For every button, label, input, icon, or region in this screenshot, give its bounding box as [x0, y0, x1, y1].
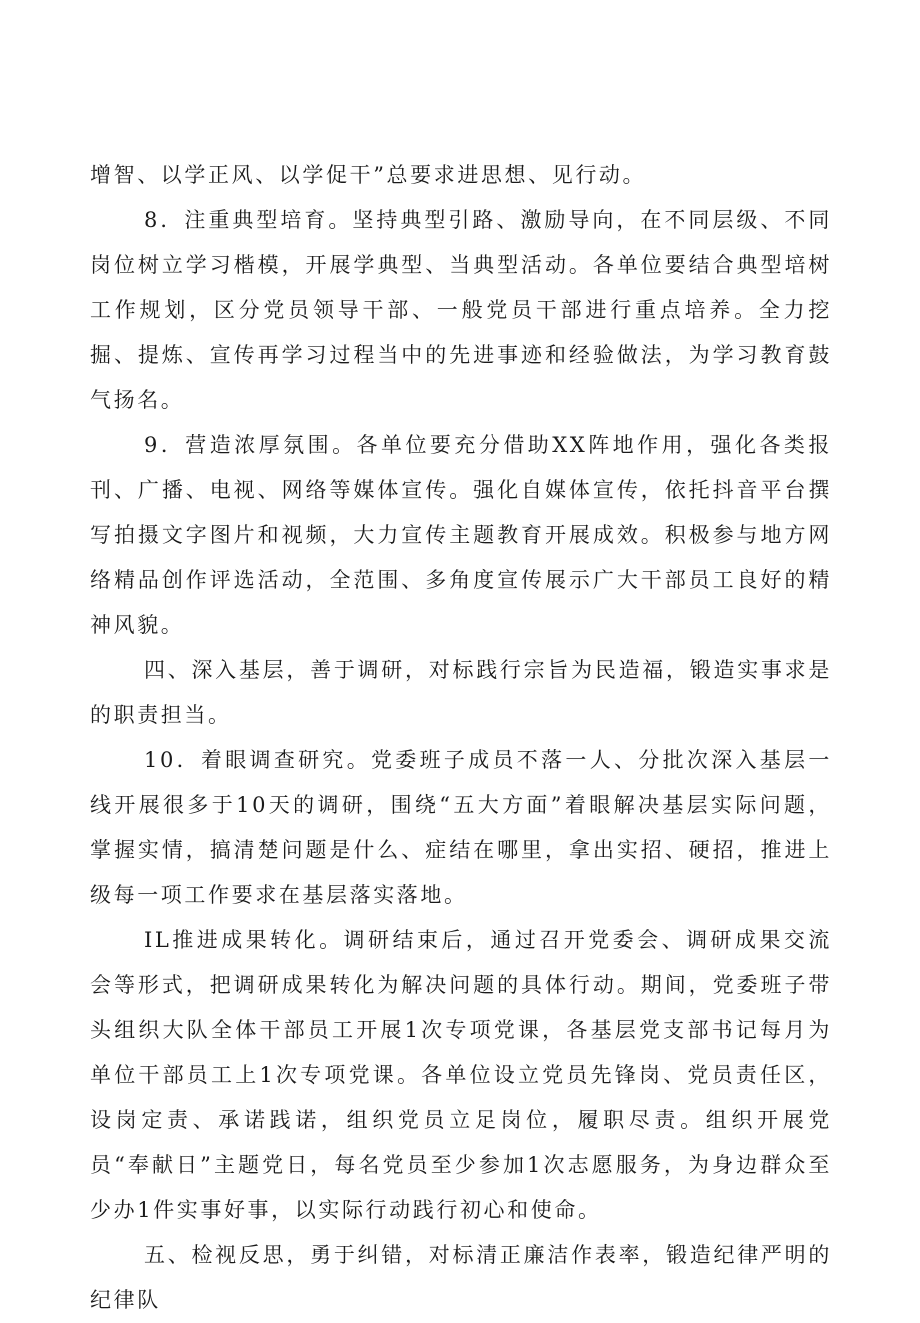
paragraph-item-10: 10．着眼调查研究。党委班子成员不落一人、分批次深入基层一线开展很多于10天的调研，围绕“五大方面”着眼解决基层实际问题，掌握实情，搞清楚问题是什么、症结在哪里，拿出实招、硬招，推进上级每一项工作要求在基层落实落地。 — [90, 748, 832, 907]
paragraph-item-9: 9．营造浓厚氛围。各单位要充分借助XX阵地作用，强化各类报刊、广播、电视、网络等媒体宣传。强化自媒体宣传，依托抖音平台撰写拍摄文字图片和视频，大力宣传主题教育开展成效。积极参与地方网络精品创作评选活动，全范围、多角度宣传展示广大干部员工良好的精神风貌。 — [90, 433, 832, 637]
paragraph-item-11: IL推进成果转化。调研结束后，通过召开党委会、调研成果交流会等形式，把调研成果转化为解决问题的具体行动。期间，党委班子带头组织大队全体干部员工开展1次专项党课，各基层党支部书记每月为单位干部员工上1次专项党课。各单位设立党员先锋岗、党员责任区，设岗定责、承诺践诺，组织党员立足岗位，履职尽责。组织开展党员“奉献日”主题党日，每名党员至少参加1次志愿服务，为身边群众至少办1件实事好事，以实际行动践行初心和使命。 — [90, 928, 832, 1222]
paragraph-item-8: 8．注重典型培育。坚持典型引路、激励导向，在不同层级、不同岗位树立学习楷模，开展学典型、当典型活动。各单位要结合典型培树工作规划，区分党员领导干部、一般党员干部进行重点培养。全力挖掘、提炼、宣传再学习过程当中的先进事迹和经验做法，为学习教育鼓气扬名。 — [90, 208, 832, 412]
document-page — [90, 153, 832, 1323]
section-heading-4: 四、深入基层，善于调研，对标践行宗旨为民造福，锻造实事求是的职责担当。 — [90, 658, 832, 727]
paragraph-continuation: 增智、以学正风、以学促干”总要求进思想、见行动。 — [90, 163, 647, 187]
section-heading-5: 五、检视反思，勇于纠错，对标清正廉洁作表率，锻造纪律严明的纪律队 — [90, 1243, 832, 1312]
